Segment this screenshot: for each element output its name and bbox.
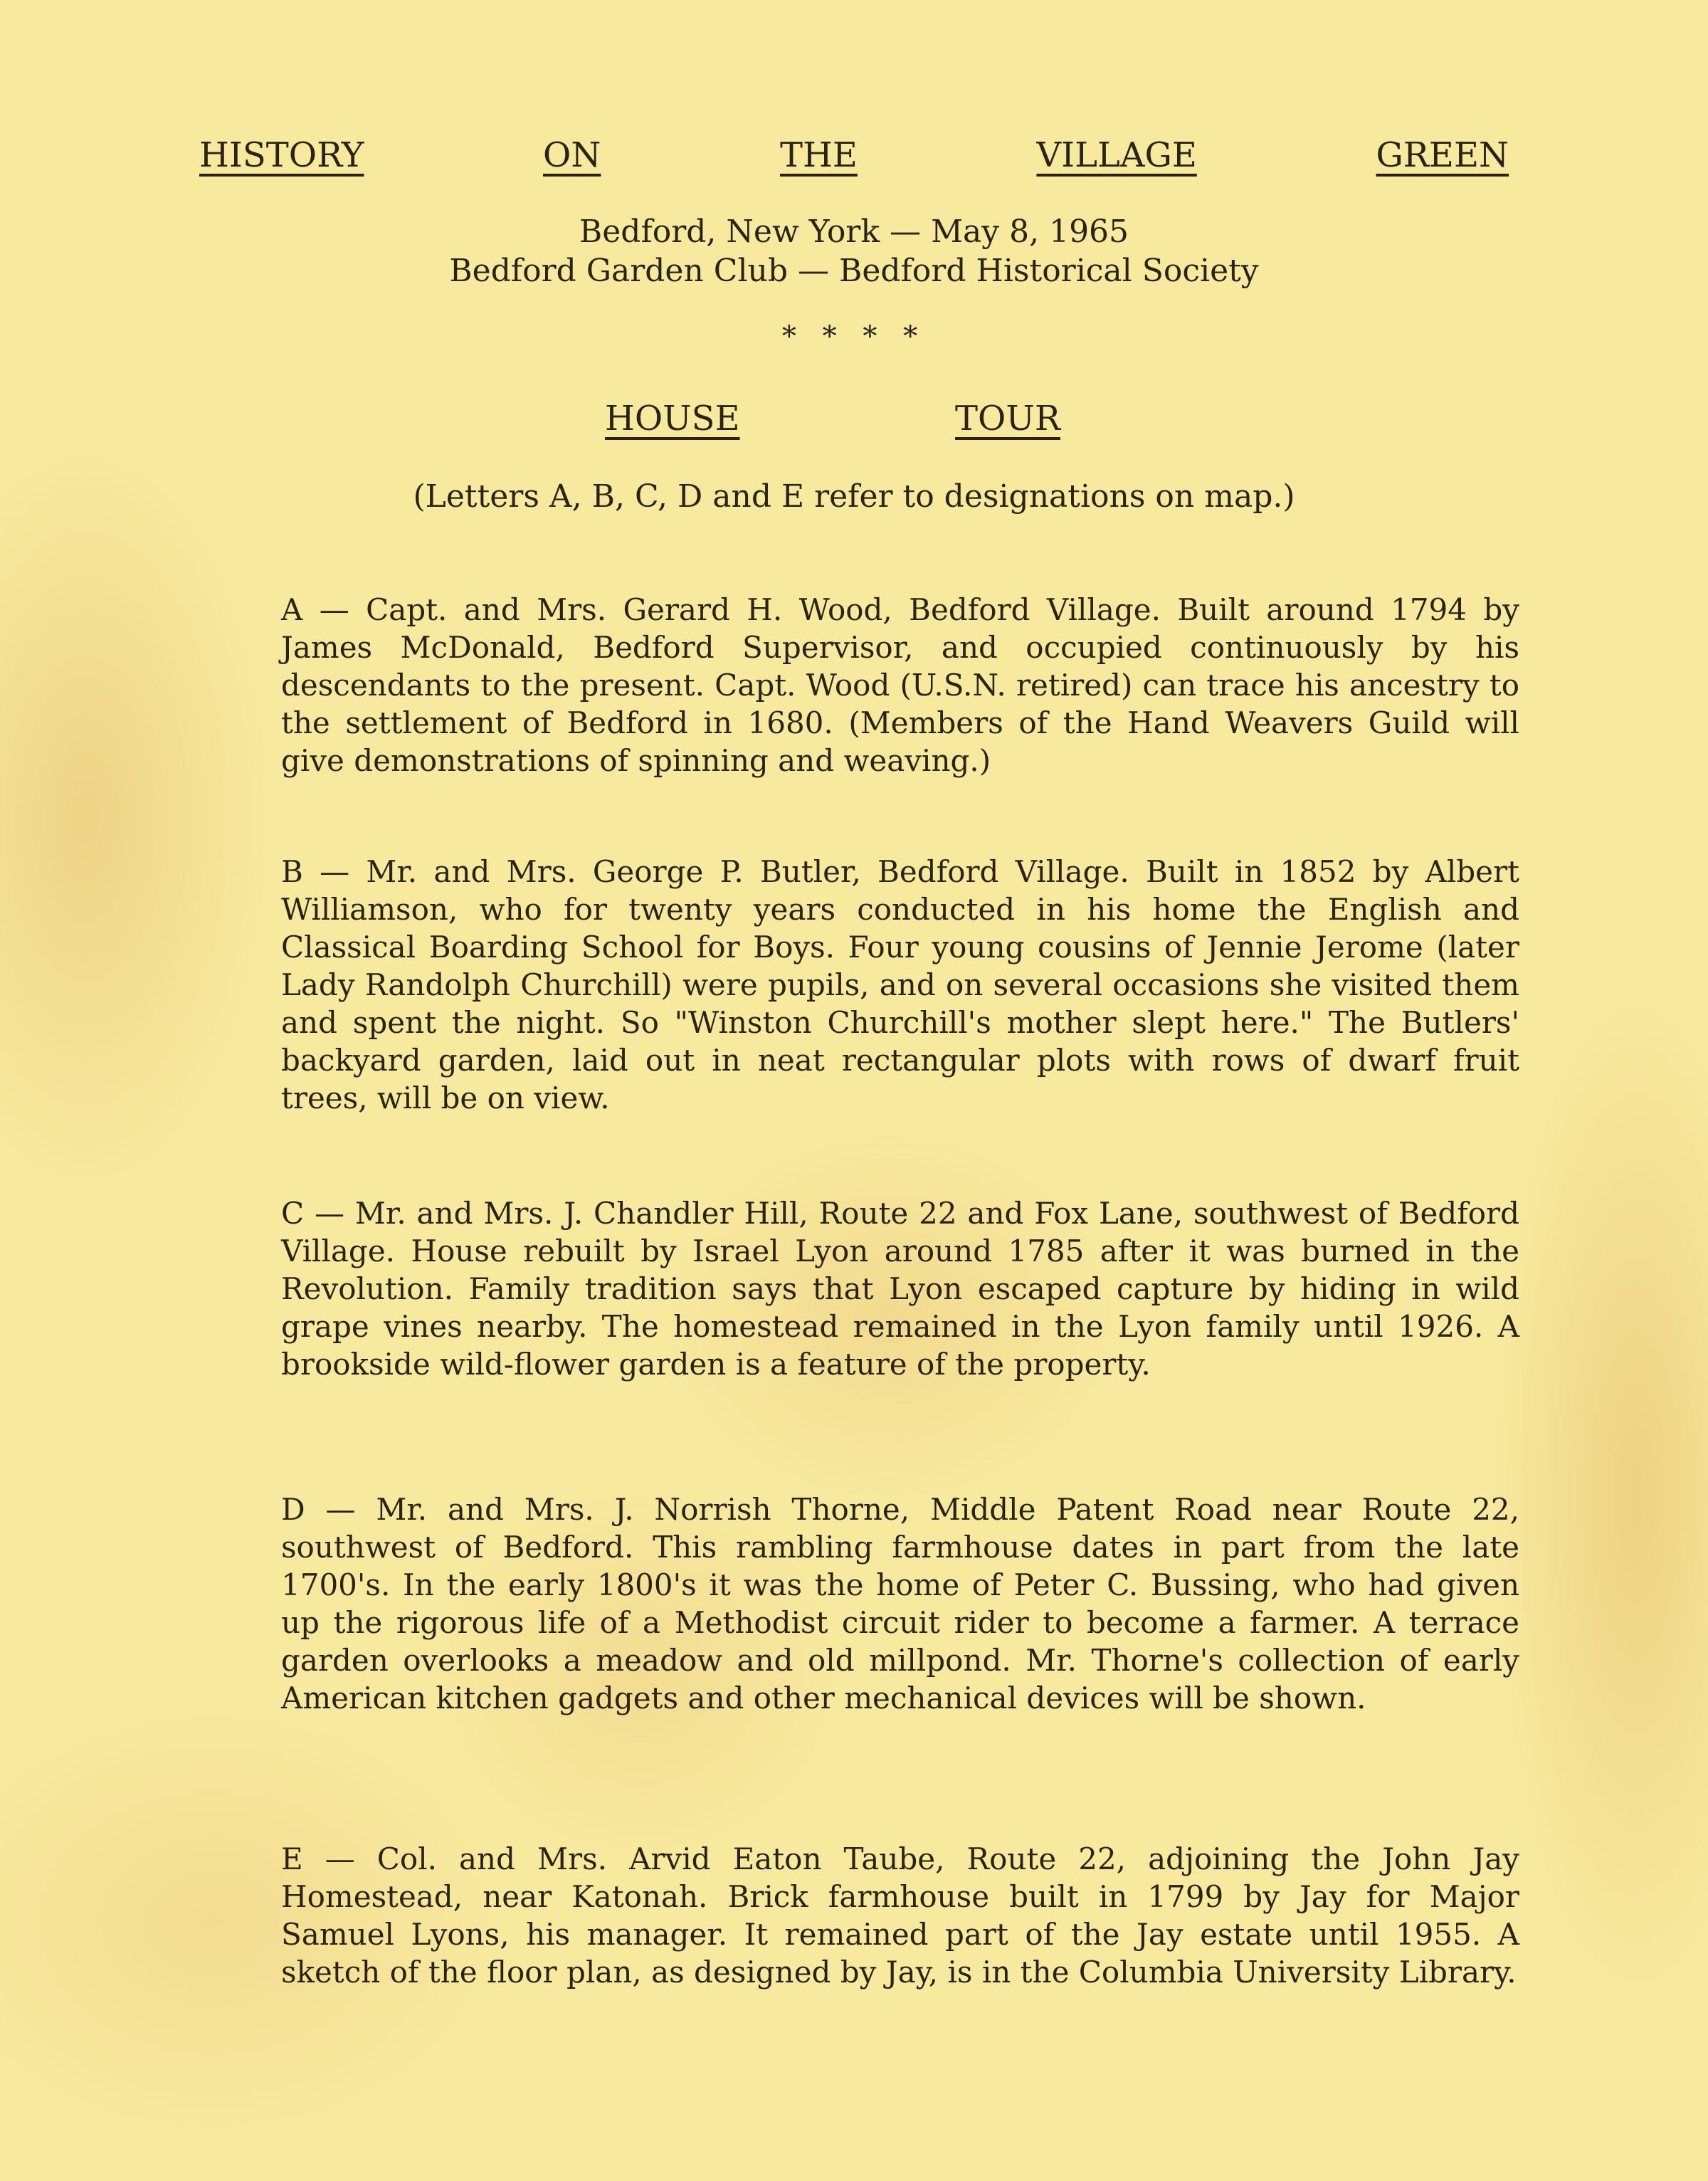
- entry-text: Mr. and Mrs. J. Norrish Thorne, Middle Patent Road near Route 22, southwest of Bedford. This rambling farmhouse dates in part from the late 1700's. In the early 1800's it was the home of Peter C. Bussing, who had given up the rigorous life of a Methodist circuit rider to become a farmer. A terrace garden overlooks a meadow and old millpond. Mr. Thorne's collection of early American kitchen gadgets and other mechanical devices will be shown.: [281, 1492, 1520, 1715]
- entry-label: E —: [281, 1841, 377, 1876]
- entry-label: A —: [281, 592, 367, 627]
- entry-d: [281, 1491, 1519, 1717]
- entry-label: B —: [281, 854, 367, 889]
- subtitle-sponsors-line: Bedford Garden Club — Bedford Historical Society: [449, 253, 1259, 289]
- entry-text: Col. and Mrs. Arvid Eaton Taube, Route 22, adjoining the John Jay Homestead, near Katonah. Brick farmhouse built in 1799 by Jay for Major Samuel Lyons, his manager. It remained part of the Jay estate until 1955. A sketch of the floor plan, as designed by Jay, is in the Columbia University Library.: [281, 1841, 1519, 1990]
- title-word: VILLAGE: [1036, 135, 1197, 175]
- entry-c: [281, 1194, 1519, 1383]
- document-title: [199, 135, 1509, 175]
- section-heading: [605, 399, 1060, 438]
- entry-label: D —: [281, 1492, 376, 1527]
- entry-b: [281, 853, 1519, 1117]
- separator: * * * *: [781, 320, 927, 353]
- entry-text: Capt. and Mrs. Gerard H. Wood, Bedford Village. Built around 1794 by James McDonald, Bedford Supervisor, and occupied continuously by his descendants to the present. Capt. Wood (U.S.N. retired) can trace his ancestry to the settlement of Bedford in 1680. (Members of the Hand Weavers Guild will give demonstrations of spinning and weaving.): [281, 592, 1519, 778]
- title-word: HISTORY: [199, 135, 364, 175]
- entry-label: C —: [281, 1196, 355, 1231]
- title-word: ON: [543, 135, 601, 175]
- entry-text: Mr. and Mrs. George P. Butler, Bedford Village. Built in 1852 by Albert Williamson, who for twenty years conducted in his home the English and Classical Boarding School for Boys. Four young cousins of Jennie Jerome (later Lady Randolph Churchill) were pupils, and on several occasions she visited them and spent the night. So "Winston Churchill's mother slept here." The Butlers' backyard garden, laid out in neat rectangular plots with rows of dwarf fruit trees, will be on view.: [281, 854, 1519, 1115]
- title-word: GREEN: [1376, 135, 1509, 175]
- entry-text: Mr. and Mrs. J. Chandler Hill, Route 22 and Fox Lane, southwest of Bedford Village. House rebuilt by Israel Lyon around 1785 after it was burned in the Revolution. Family tradition says that Lyon escaped capture by hiding in wild grape vines nearby. The homestead remained in the Lyon family until 1926. A brookside wild-flower garden is a feature of the property.: [281, 1196, 1520, 1382]
- entry-a: [281, 591, 1519, 779]
- map-note: (Letters A, B, C, D and E refer to designations on map.): [413, 478, 1295, 515]
- section-word: TOUR: [955, 399, 1060, 438]
- entry-e: [281, 1840, 1519, 1991]
- subtitle-date-line: Bedford, New York — May 8, 1965: [579, 214, 1129, 250]
- title-word: THE: [779, 135, 858, 175]
- section-word: HOUSE: [605, 399, 740, 438]
